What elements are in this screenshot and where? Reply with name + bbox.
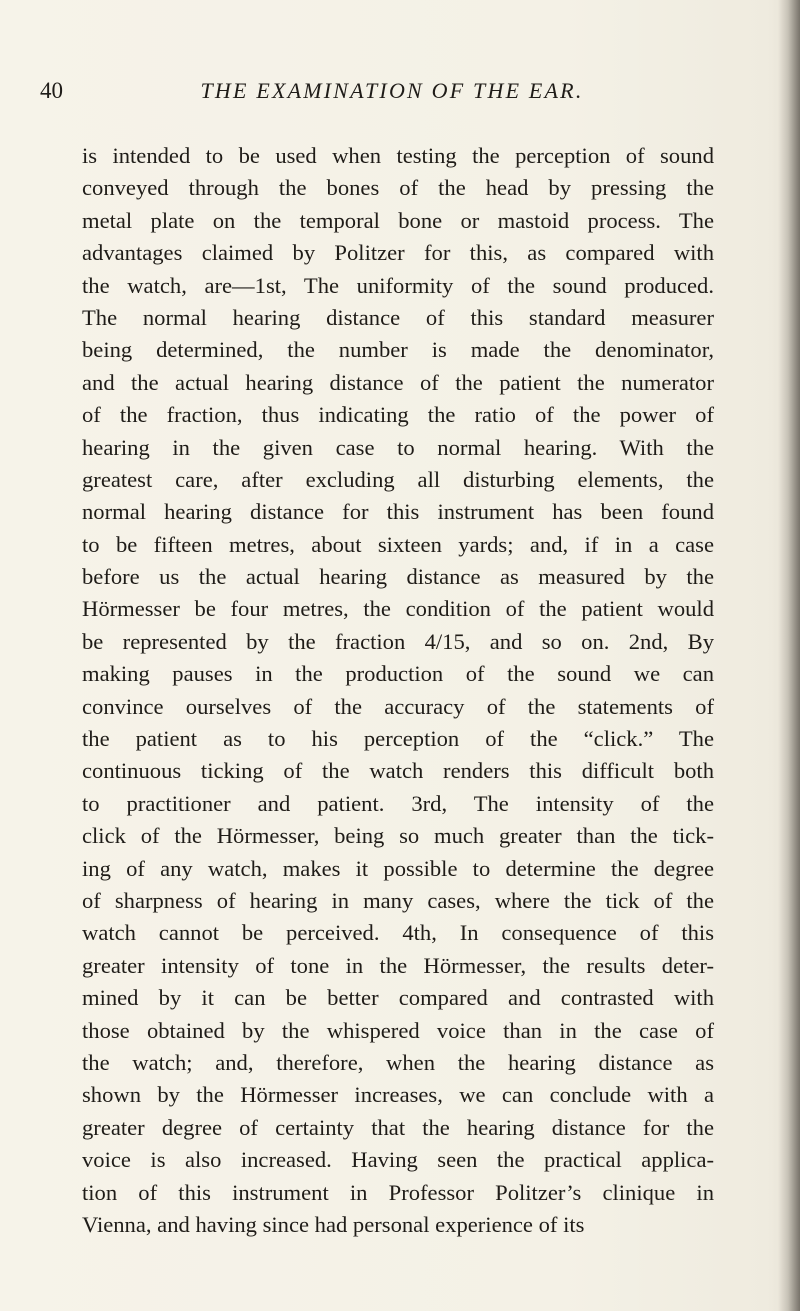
text-line: shown by the Hörmesser increases, we can conclude with a (82, 1082, 714, 1108)
running-title: THE EXAMINATION OF THE EAR. (200, 78, 584, 103)
text-line: convince ourselves of the accuracy of the statements of (82, 693, 714, 719)
body-text (82, 140, 714, 1241)
text-line: greater degree of certainty that the hearing distance for the (82, 1114, 714, 1140)
text-line: greater intensity of tone in the Hörmesser, the results deter- (82, 952, 714, 978)
text-line: tion of this instrument in Professor Politzer’s clinique in (82, 1179, 714, 1205)
text-line: the patient as to his perception of the “click.” The (82, 726, 714, 752)
text-line: metal plate on the temporal bone or mastoid process. The (82, 207, 714, 233)
text-line: of the fraction, thus indicating the ratio of the power of (82, 402, 714, 428)
text-line: the watch; and, therefore, when the hearing distance as (82, 1049, 714, 1075)
text-line: be represented by the fraction 4/15, and so on. 2nd, By (82, 628, 714, 654)
text-line: Vienna, and having since had personal experience of its (82, 1211, 585, 1237)
page-edge-shadow (778, 0, 800, 1311)
text-line: click of the Hörmesser, being so much greater than the tick- (82, 823, 714, 849)
text-line: advantages claimed by Politzer for this, as compared with (82, 240, 714, 266)
text-line: of sharpness of hearing in many cases, where the tick of the (82, 887, 714, 913)
page-number: 40 (40, 78, 63, 103)
text-line: and the actual hearing distance of the patient the numerator (82, 369, 714, 395)
text-line: being determined, the number is made the denominator, (82, 337, 714, 363)
text-line: normal hearing distance for this instrument has been found (82, 499, 714, 525)
text-line: making pauses in the production of the sound we can (82, 661, 714, 687)
text-line: The normal hearing distance of this standard measurer (82, 304, 714, 330)
text-line: to be fifteen metres, about sixteen yards; and, if in a case (82, 531, 714, 557)
text-line: before us the actual hearing distance as measured by the (82, 564, 714, 590)
text-line: greatest care, after excluding all disturbing elements, the (82, 466, 714, 492)
text-line: Hörmesser be four metres, the condition of the patient would (82, 596, 714, 622)
text-line: conveyed through the bones of the head by pressing the (82, 175, 714, 201)
text-line: the watch, are—1st, The uniformity of the sound produced. (82, 272, 714, 298)
text-line: is intended to be used when testing the perception of sound (82, 143, 714, 168)
text-line: voice is also increased. Having seen the practical applica- (82, 1147, 714, 1173)
text-line: mined by it can be better compared and contrasted with (82, 985, 714, 1011)
text-line: ing of any watch, makes it possible to determine the degree (82, 855, 714, 881)
text-line: to practitioner and patient. 3rd, The intensity of the (82, 790, 714, 816)
text-line: hearing in the given case to normal hearing. With the (82, 434, 714, 460)
text-line: watch cannot be perceived. 4th, In consequence of this (82, 920, 714, 946)
text-line: those obtained by the whispered voice than in the case of (82, 1017, 714, 1043)
page-header (40, 78, 740, 110)
text-line: continuous ticking of the watch renders this difficult both (82, 758, 714, 784)
